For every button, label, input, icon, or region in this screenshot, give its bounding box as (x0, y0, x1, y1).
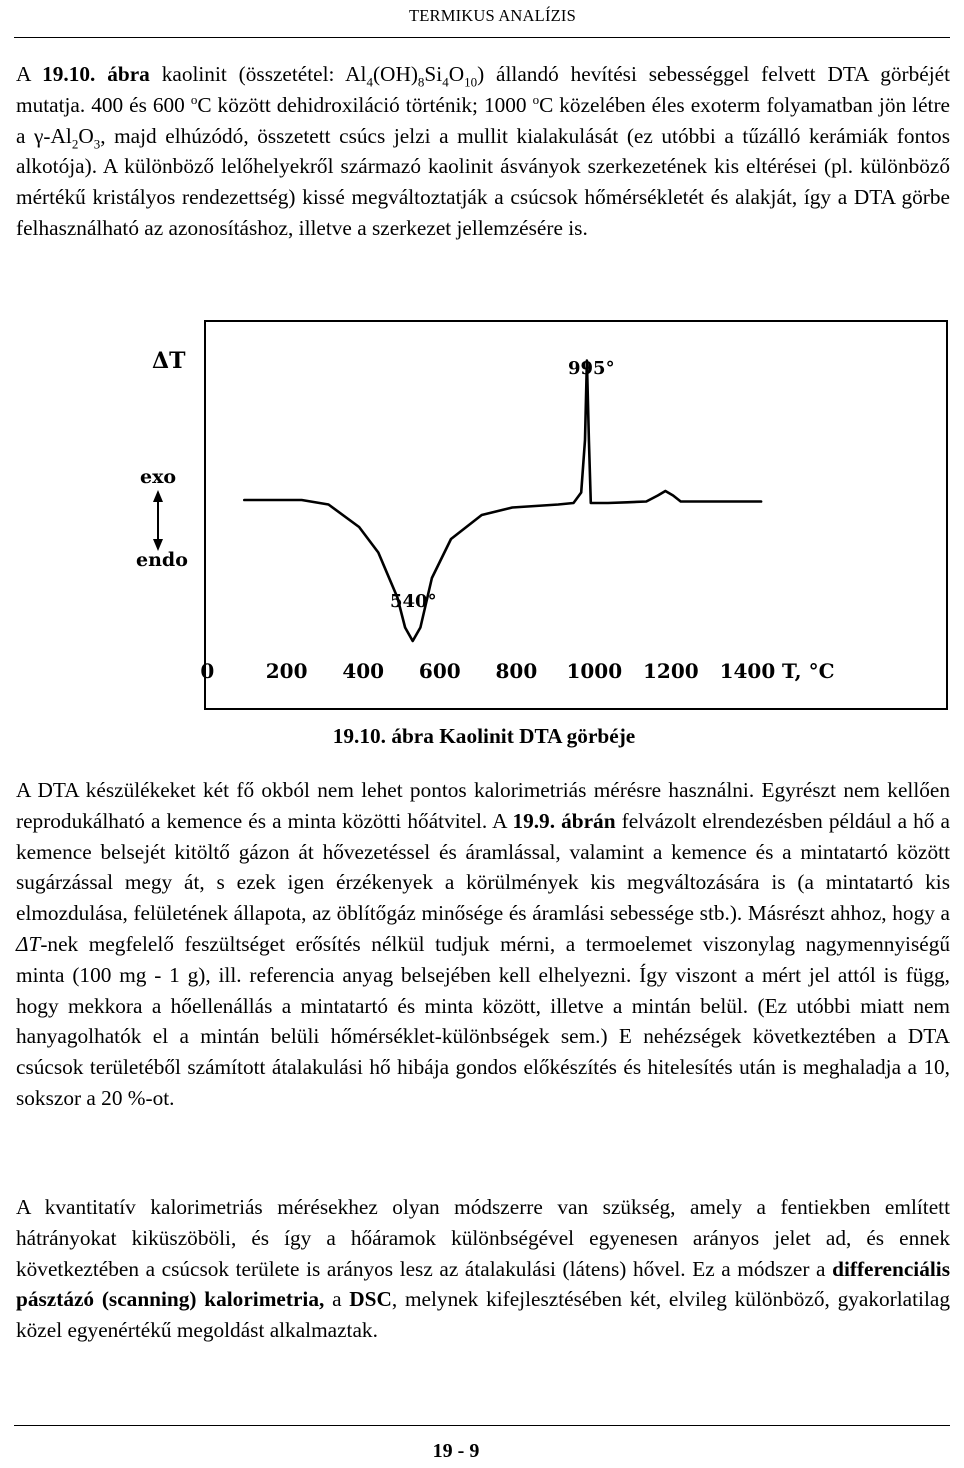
header-rule (14, 37, 950, 38)
x-axis-unit-label: T, °C (782, 659, 835, 683)
x-tick-label: 1000 (566, 659, 623, 683)
x-tick-label: 0 (200, 659, 215, 683)
peak-540-label: 540° (390, 591, 437, 612)
dta-curve (244, 361, 761, 642)
exo-arrow-head-icon (153, 490, 163, 502)
figure-frame (205, 321, 947, 709)
dta-figure (136, 320, 948, 710)
x-tick-label: 400 (342, 659, 385, 683)
dta-chart (136, 320, 948, 710)
x-tick-label: 1400 (719, 659, 776, 683)
dsc-abbreviation: DSC (349, 1287, 392, 1312)
footer-rule (14, 1425, 950, 1426)
x-tick-label: 1200 (643, 659, 699, 683)
dsc-term: differenciális pásztázó (scanning) kalorimetria, (16, 1256, 950, 1312)
paragraph-1: A 19.10. ábra kaolinit (összetétel: $Al_4(OH)_8Si_4O_{10}$) állandó hevítési sebességgel felvett DTA görbéjét mutatja. 400 és 600 $^o$C között dehidroxiláció történik; 1000 $^o$C közelében éles exoterm folyamatban jön létre a $\gamma-Al_2O_3$, majd elhúzódó, összetett csúcs jelzi a mullit kialakulását (ez utóbbi a tűzálló kerámiák fontos alkotója). A különböző lelőhelyekről származó kaolinit ásványok szerkezetének kis eltérései (pl. különböző mértékű kristályos rendezettség) kissé megváltoztatják a csúcsok hőmérsékletét és alakját, így a DTA görbe felhasználható az azonosításhoz, illetve a szerkezet jellemzésére is. (16, 62, 950, 240)
peak-995-label: 995° (568, 358, 615, 379)
figure-reference: 19.9. ábrán (512, 808, 616, 833)
x-tick-labels (200, 659, 775, 683)
paragraph-3: A kvantitatív kalorimetriás mérésekhez olyan módszerre van szükség, amely a fentiekben említett hátrányokat kiküszöböli, és így a hőáramok különbségével egyenesen arányos jelet ad, és ennek következtében a csúcsok területe is arányos lesz az átalakulási (látens) hővel. Ez a módszer a differenciális pásztázó (scanning) kalorimetria, a DSC, melynek kifejlesztésében két, elvileg különböző, gyakorlatilag közel egyenértékű megoldást alkalmaztak. (16, 1195, 950, 1343)
figure-caption: 19.10. ábra Kaolinit DTA görbéje (332, 724, 636, 748)
x-tick-label: 800 (495, 659, 538, 683)
running-header: TERMIKUS ANALÍZIS (408, 6, 576, 25)
exo-label: exo (140, 466, 177, 488)
x-tick-label: 200 (265, 659, 308, 683)
paragraph-2: A DTA készülékeket két fő okból nem lehet pontos kalorimetriás mérésre használni. Egyrészt nem kellően reprodukálható a kemence és a minta közötti hőátvitel. A 19.9. ábrán felvázolt elrendezésben például a hő a kemence belsejét kitöltő gázon át hővezetéssel és áramlással, valamint a kemence és a mintatartó között sugárzással megy át, s ezek igen érzékenyek a körülmények kis megváltozására is (a mintatartó kis elmozdulása, felületének állapota, az öblítőgáz minősége és áramlási sebessége stb.). Másrészt ahhoz, hogy a ΔT-nek megfelelő feszültséget erősítés nélkül tudjuk mérni, a termoelemet viszonylag nagymennyiségű minta (100 mg - 1 g), ill. referencia anyag belsejében kell elhelyezni. Így viszont a mért jel attól is függ, hogy mekkora a hőellenállás a mintatartó és minta között, illetve a mintán belül. (Ez utóbbi miatt nem hanyagolhatók el a mintán belüli hőmérséklet-különbségek sem.) E nehézségek következtében a DTA csúcsok területéből számított átalakulási hő hibája gondos előkészítés és hitelesítés után is meghaladja a 10, sokszor a 20 %-ot. (16, 778, 950, 1110)
figure-reference: 19.10. ábra (42, 62, 150, 86)
endo-label: endo (136, 549, 188, 571)
x-tick-label: 600 (418, 659, 461, 683)
page-number: 19 - 9 (432, 1440, 480, 1462)
y-axis-label: ΔT (152, 348, 186, 374)
